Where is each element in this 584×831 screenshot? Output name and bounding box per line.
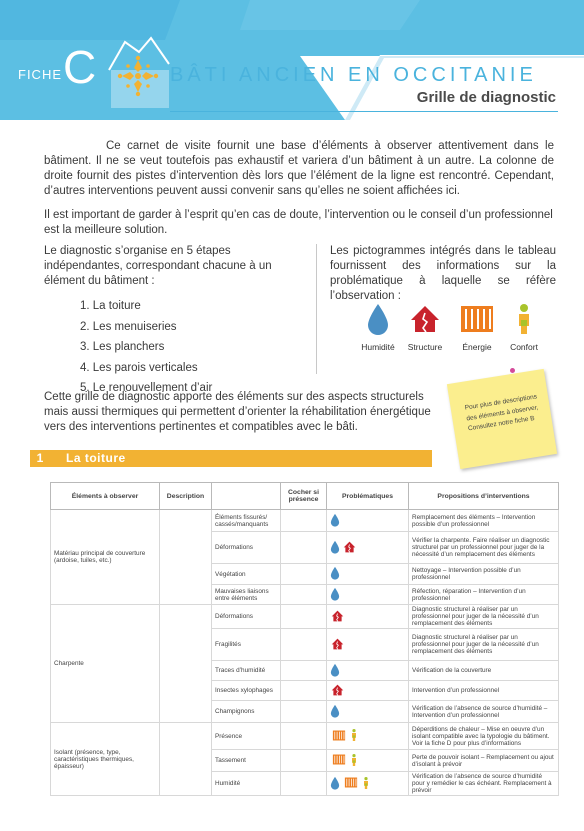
steps-intro: Le diagnostic s’organise en 5 étapes indépendantes, correspondant chacune à un élément du bâtiment : bbox=[44, 245, 272, 287]
table-row bbox=[51, 605, 559, 629]
intervention-cell: Vérification de l’absence de source d’humidité – Intervention d’un professionnel bbox=[409, 701, 559, 723]
sticky-note bbox=[447, 369, 557, 469]
header-cocher: Cocher si présence bbox=[281, 483, 327, 510]
intervention-cell: Perte de pouvoir isolant – Remplacement ou ajout d’isolant à prévoir bbox=[409, 750, 559, 772]
section-title: La toiture bbox=[66, 451, 126, 465]
observation-cell: Déformations bbox=[212, 532, 281, 564]
legend-label: Confort bbox=[510, 342, 538, 352]
sticky-note-text: Pour plus de descriptions des éléments à observer, Consultez notre fiche B bbox=[464, 393, 539, 433]
person-icon bbox=[350, 753, 358, 769]
column-divider bbox=[316, 244, 317, 374]
description-cell[interactable] bbox=[160, 723, 212, 796]
observation-cell: Déformations bbox=[212, 605, 281, 629]
problematic-icons-cell bbox=[327, 585, 409, 605]
presence-checkbox[interactable] bbox=[281, 532, 327, 564]
occitan-cross-house-logo-icon bbox=[103, 30, 173, 115]
house-crack-icon bbox=[342, 540, 357, 556]
step-item: 2. Les menuiseries bbox=[80, 320, 177, 333]
header-problematiques: Problématiques bbox=[327, 483, 409, 510]
observation-cell: Mauvaises liaisons entre éléments bbox=[212, 585, 281, 605]
problematic-icons-cell bbox=[327, 605, 409, 629]
description-cell[interactable] bbox=[160, 605, 212, 723]
presence-checkbox[interactable] bbox=[281, 701, 327, 723]
document-subtitle: Grille de diagnostic bbox=[416, 89, 556, 106]
observation-cell: Fragilités bbox=[212, 629, 281, 661]
presence-checkbox[interactable] bbox=[281, 564, 327, 585]
problematic-icons-cell bbox=[327, 701, 409, 723]
presence-checkbox[interactable] bbox=[281, 772, 327, 796]
house-crack-icon bbox=[410, 302, 440, 336]
intervention-cell: Nettoyage – Intervention possible d’un professionnel bbox=[409, 564, 559, 585]
observation-cell: Présence bbox=[212, 723, 281, 750]
problematic-icons-cell bbox=[327, 564, 409, 585]
problematic-icons-cell bbox=[327, 629, 409, 661]
legend-label: Énergie bbox=[462, 342, 492, 352]
water-drop-icon bbox=[330, 566, 340, 582]
intervention-cell: Intervention d’un professionnel bbox=[409, 681, 559, 701]
observation-cell: Insectes xylophages bbox=[212, 681, 281, 701]
presence-checkbox[interactable] bbox=[281, 661, 327, 681]
step-item: 4. Les parois verticales bbox=[80, 361, 198, 374]
legend-structure bbox=[397, 302, 453, 352]
fiche-letter: C bbox=[63, 41, 97, 93]
house-crack-icon bbox=[330, 609, 345, 625]
intervention-cell: Vérification de la couverture bbox=[409, 661, 559, 681]
header-blank bbox=[212, 483, 281, 510]
radiator-icon bbox=[330, 729, 348, 744]
presence-checkbox[interactable] bbox=[281, 723, 327, 750]
observation-cell: Tassement bbox=[212, 750, 281, 772]
table-row bbox=[51, 723, 559, 750]
water-drop-icon bbox=[330, 663, 340, 679]
house-crack-icon bbox=[330, 637, 345, 653]
water-drop-icon bbox=[330, 587, 340, 603]
person-icon bbox=[514, 302, 534, 336]
advice-paragraph: Il est important de garder à l’esprit qu’en cas de doute, l’intervention ou le conseil d’un professionnel est la meilleure solution. bbox=[44, 209, 553, 236]
intervention-cell: Diagnostic structurel à réaliser par un professionnel pour juger de la nécessité d’un remplacement des éléments bbox=[409, 605, 559, 629]
intervention-cell: Remplacement des éléments – Intervention possible d’un professionnel bbox=[409, 510, 559, 532]
grille-paragraph: Cette grille de diagnostic apporte des éléments sur des aspects structurels mais aussi thermiques qui permettent d’orienter la réhabilitation énergétique vers des interventions pertinentes et compatibles avec le bâti. bbox=[44, 391, 431, 433]
description-cell[interactable] bbox=[160, 510, 212, 605]
presence-checkbox[interactable] bbox=[281, 629, 327, 661]
presence-checkbox[interactable] bbox=[281, 750, 327, 772]
header-propositions: Propositions d’interventions bbox=[409, 483, 559, 510]
intervention-cell: Diagnostic structurel à réaliser par un professionnel pour juger de la nécessité d’un remplacement des éléments bbox=[409, 629, 559, 661]
header-description: Description bbox=[160, 483, 212, 510]
person-icon bbox=[350, 728, 358, 744]
intro-paragraph: Ce carnet de visite fournit une base d’éléments à observer attentivement dans le bâtiment. Il ne se veut toutefois pas exhaustif et variera d’un bâtiment à un autre. La colonne de droite fournit des pistes d’intervention dès lors que l’élément de la ligne est rencontré. Cependant, d’autres interventions peuvent aussi convenir sans qu’elles ne soient affichées ici. bbox=[44, 140, 554, 197]
water-drop-icon bbox=[330, 704, 340, 720]
problematic-icons-cell bbox=[327, 750, 409, 772]
water-drop-icon bbox=[330, 540, 340, 556]
document-title: BÂTI ANCIEN EN OCCITANIE bbox=[170, 64, 537, 86]
observation-cell: Éléments fissurés/ cassés/manquants bbox=[212, 510, 281, 532]
presence-checkbox[interactable] bbox=[281, 605, 327, 629]
element-cell: Isolant (présence, type, caractéristiques thermiques, épaisseur) bbox=[51, 723, 160, 796]
element-cell: Matériau principal de couverture (ardoise, tuiles, etc.) bbox=[51, 510, 160, 605]
step-item: 3. Les planchers bbox=[80, 341, 165, 353]
element-cell: Charpente bbox=[51, 605, 160, 723]
header-elements: Éléments à observer bbox=[51, 483, 160, 510]
intervention-cell: Vérification de l’absence de source d’humidité pour y remédier le cas échéant. Remplacement à prévoir bbox=[409, 772, 559, 796]
presence-checkbox[interactable] bbox=[281, 510, 327, 532]
intervention-cell: Vérifier la charpente. Faire réaliser un diagnostic structurel par un professionnel pour juger de la nécessité d’un remplacement des éléments bbox=[409, 532, 559, 564]
water-drop-icon bbox=[366, 302, 390, 336]
fiche-label: FICHE bbox=[18, 67, 62, 82]
radiator-icon bbox=[330, 753, 348, 768]
radiator-icon bbox=[459, 302, 495, 336]
water-drop-icon bbox=[330, 513, 340, 529]
legend-label: Humidité bbox=[361, 342, 395, 352]
house-crack-icon bbox=[330, 683, 345, 699]
presence-checkbox[interactable] bbox=[281, 585, 327, 605]
intervention-cell: Réfection, réparation – Intervention d’un professionnel bbox=[409, 585, 559, 605]
legend-label: Structure bbox=[407, 342, 443, 352]
observation-cell: Champignons bbox=[212, 701, 281, 723]
problematic-icons-cell bbox=[327, 681, 409, 701]
observation-cell: Traces d’humidité bbox=[212, 661, 281, 681]
pictograms-text: Les pictogrammes intégrés dans le tableau fournissent des informations sur la problématique à laquelle se réfère l’observation : bbox=[330, 245, 556, 302]
presence-checkbox[interactable] bbox=[281, 681, 327, 701]
diagnostic-table bbox=[50, 482, 559, 796]
problematic-icons-cell bbox=[327, 661, 409, 681]
problematic-icons-cell bbox=[327, 510, 409, 532]
observation-cell: Humidité bbox=[212, 772, 281, 796]
person-icon bbox=[362, 776, 370, 792]
steps-column bbox=[44, 244, 304, 402]
title-underline bbox=[170, 111, 558, 112]
problematic-icons-cell bbox=[327, 723, 409, 750]
pin-icon bbox=[510, 368, 515, 373]
radiator-icon bbox=[342, 776, 360, 791]
step-item: 5. Le renouvellement d’air bbox=[80, 382, 213, 394]
step-item: 1. La toiture bbox=[80, 300, 141, 312]
problematic-icons-cell bbox=[327, 772, 409, 796]
observation-cell: Végétation bbox=[212, 564, 281, 585]
legend-confort bbox=[496, 302, 552, 352]
table-row bbox=[51, 510, 559, 532]
section-number: 1 bbox=[36, 451, 44, 465]
steps-list bbox=[80, 299, 304, 396]
problematic-icons-cell bbox=[327, 532, 409, 564]
intervention-cell: Déperditions de chaleur – Mise en oeuvre d’un isolant compatible avec la typologie du bâtiment. Voir la fiche D pour plus d’informations bbox=[409, 723, 559, 750]
water-drop-icon bbox=[330, 776, 340, 792]
table-header-row bbox=[51, 483, 559, 510]
